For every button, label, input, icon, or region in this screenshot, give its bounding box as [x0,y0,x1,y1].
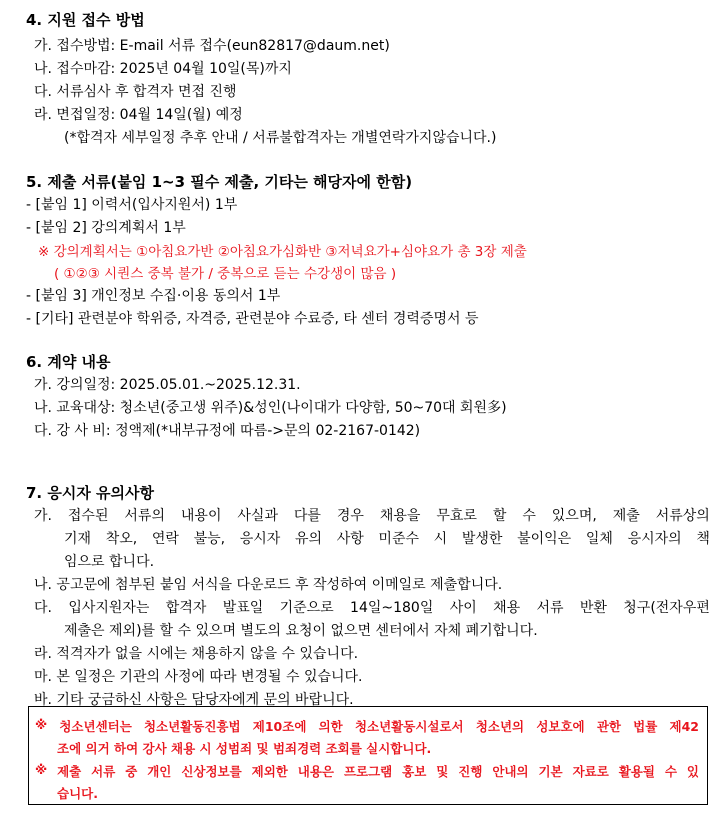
section-7-item-ga-line-2: 기재 착오, 연락 불능, 응시자 유의 사항 미준수 시 발생한 불이익은 일체 응시자의 책 [64,531,710,547]
notice-line-2: 조에 의거 하여 강사 채용 시 성범죄 및 범죄경력 조회를 실시합니다. [57,741,432,756]
section-5-item-3: - [붙임 3] 개인정보 수집·이용 동의서 1부 [26,288,281,304]
section-7-item-ma: 마. 본 일정은 기관의 사정에 따라 변경될 수 있습니다. [34,669,363,685]
section-4-item-4: 라. 면접일정: 04월 14일(월) 예정 [34,107,243,123]
section-6-heading: 6. 계약 내용 [26,353,111,371]
notice-line-3: ※ 제출 서류 중 개인 신상정보를 제외한 내용은 프로그램 홍보 및 진행 안내의 기본 자료로 활용될 수 있 [35,762,699,779]
section-7-heading: 7. 응시자 유의사항 [26,484,155,502]
section-4-item-3: 다. 서류심사 후 합격자 면접 진행 [34,84,237,100]
section-5-item-2: - [붙임 2] 강의계획서 1부 [26,220,186,236]
section-7-item-ba: 바. 기타 궁금하신 사항은 담당자에게 문의 바랍니다. [34,692,354,708]
notice-line-4: 습니다. [57,786,98,801]
notice-box [28,706,708,805]
section-7-item-ga-line-1: 가. 접수된 서류의 내용이 사실과 다를 경우 채용을 무효로 할 수 있으며, 제출 서류상의 [34,508,710,524]
section-4-item-2: 나. 접수마감: 2025년 04월 10일(목)까지 [34,61,292,77]
section-5-red-note-1: ※ 강의계획서는 ①아침요가반 ②아침요가심화반 ③저녁요가+심야요가 총 3장 제출 [38,244,527,260]
section-5-red-note-2: ( ①②③ 시퀀스 중복 불가 / 중복으로 듣는 수강생이 많음 ) [54,266,397,282]
section-4-heading: 4. 지원 접수 방법 [26,11,145,29]
section-7-item-ra: 라. 적격자가 없을 시에는 채용하지 않을 수 있습니다. [34,646,359,662]
section-6-item-2: 나. 교육대상: 청소년(중고생 위주)&성인(나이대가 다양함, 50~70대 회원多) [34,400,507,416]
section-4-note: (*합격자 세부일정 추후 안내 / 서류불합격자는 개별연락가지않습니다.) [64,130,497,146]
section-7-item-da-line-2: 제출은 제외)를 할 수 있으며 별도의 요청이 없으면 센터에서 자체 폐기합니다. [64,623,538,639]
notice-line-1: ※ 청소년센터는 청소년활동진흥법 제10조에 의한 청소년활동시설로서 청소년의 성보호에 관한 법률 제42 [35,717,699,734]
section-7-item-na: 나. 공고문에 첨부된 붙임 서식을 다운로드 후 작성하여 이메일로 제출합니다. [34,577,503,593]
section-5-item-1: - [붙임 1] 이력서(입사지원서) 1부 [26,197,238,213]
section-4-item-1: 가. 접수방법: E-mail 서류 접수(eun82817@daum.net) [34,38,390,54]
section-6-item-1: 가. 강의일정: 2025.05.01.~2025.12.31. [34,377,301,393]
section-7-item-ga-line-3: 임으로 합니다. [64,554,155,570]
section-7-item-da-line-1: 다. 입사지원자는 합격자 발표일 기준으로 14일~180일 사이 채용 서류 반환 청구(전자우편 [34,600,710,616]
section-5-heading: 5. 제출 서류(붙임 1~3 필수 제출, 기타는 해당자에 한함) [26,173,413,191]
section-6-item-3: 다. 강 사 비: 정액제(*내부규정에 따름->문의 02-2167-0142) [34,423,421,439]
section-5-item-4: - [기타] 관련분야 학위증, 자격증, 관련분야 수료증, 타 센터 경력증명서 등 [26,311,479,327]
